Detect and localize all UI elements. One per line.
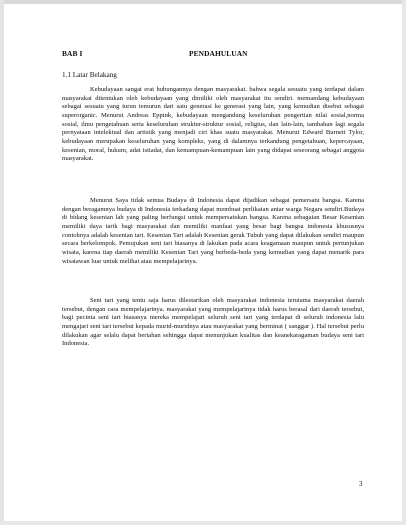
chapter-title: PENDAHULUAN: [189, 49, 248, 58]
paragraph-budaya-pemersatu: Menurut Saya tidak semua Budaya di Indonesia dapat dijadikan sebagai pemersatu bangsa. Karena dengan beragamnya budaya di Indonesia terkadang dapat membuat perlikaian antar warga Negara sendiri.Budaya di bidang kesenian lah yang paling berfungsi untuk mempersatukan bangsa. Karena sebagaian Besar Kesenian memiliki daya tarik bagi masyarakat dan memiliki manfaat yang besar bagi bangsa indonesia khususnya contohnya adalah kesenian tari. Kesenian Tari adalah Kesenian gerak Tubuh yang dapat dilakukan sendiri maupun secara berkelompok. Pemujukan seni tari biasanya di lakukan pada acara keagamaan maupun untuk pertunjukan wisata, karena tiap daerah memiliki Kesenian Tari yang berbeda-beda yang kemudian yang dapat menarik para wisatawan luar untuk melihat atau mempelajarinya.: [62, 197, 364, 265]
page-frame-bottom: [0, 521, 406, 525]
chapter-label: BAB I: [62, 49, 83, 58]
page-number: 3: [359, 480, 363, 488]
section-heading: 1.1 Latar Belakang: [62, 71, 117, 79]
paragraph-seni-tari: Seni tari yang tentu saja harus dilestarikan oleh masyarakat indonesia terutama masyarakat daerah tersebut, dengan cara mempelajarinya. masyarakat yang mempelajarinya tidak harus berasal dari daerah tersebut, bagi pecinta seni tari biasanya mereka mempelajari seluruh seni tari yang terdapat di seluruh indonesia lalu mengajari seni tari tersebut kepada murid-muridnya atau masyarakat yang berminat ( sanggar ). Hal tersebut perlu dilakukan agar selalu dapat bertahan sehingga dapat menunjukan kualitas dan keanekaragaman budaya seni tari Indonesia.: [62, 297, 364, 348]
paragraph-kebudayaan: Kebudayaan sangat erat hubungannya dengan masyarakat. bahwa segala sesuatu yang terdapat dalam masyarakat ditentukan oleh kebudayaan yang dimiliki oleh masyarakat itu sendiri. memandang kebudayaan sebagai sesuatu yang turun temurun dari satu generasi ke generasi yang lain, yang kemudian disebut sebagai superorganic. Menurut Andreas Eppink, kebudayaan mengandung keseluruhan pengertian nilai sosial,norma sosial, ilmu pengetahuan serta keseluruhan struktur-struktur sosial, religius, dan lain-lain, tambahan lagi segala pernyataan intelektual dan artistik yang menjadi ciri khas suatu masyarakat. Menurut Edward Burnett Tylor, kebudayaan merupakan keseluruhan yang kompleks, yang di dalamnya terkandung pengetahuan, kepercayaan, kesenian, moral, hukum, adat istiadat, dan kemampuan-kemampuan lain yang didapat seseorang sebagai anggota masyarakat.: [62, 86, 364, 163]
chapter-heading: [62, 49, 362, 59]
page-frame-right: [402, 0, 406, 525]
document-page: [4, 4, 402, 521]
